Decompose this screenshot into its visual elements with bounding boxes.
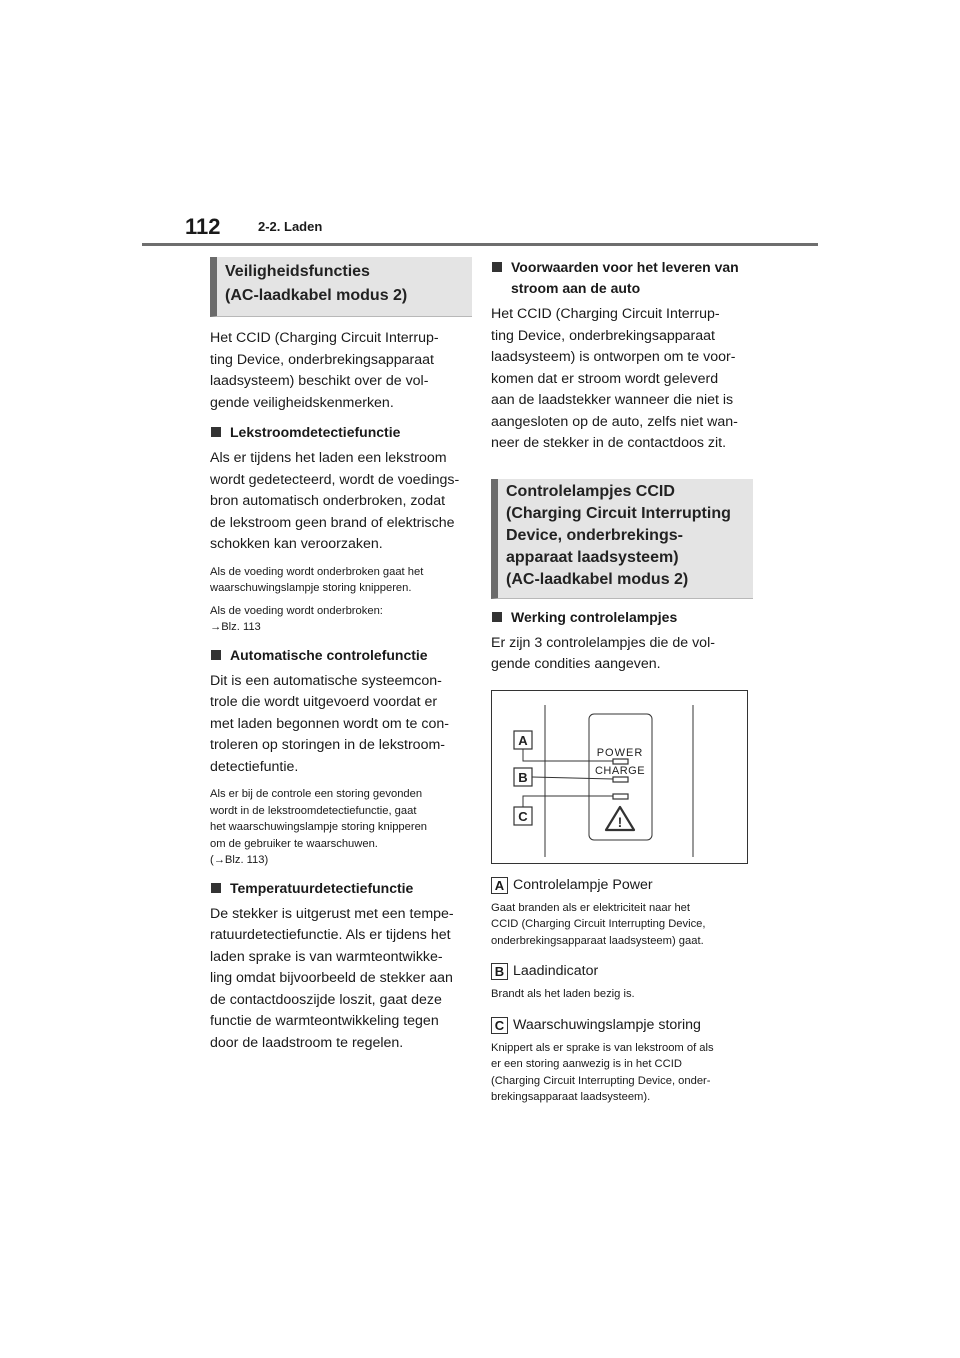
subheading-text: Temperatuurdetectiefunctie [230, 879, 414, 896]
subheading-text: stroom aan de auto [511, 280, 641, 296]
text-line: neer de stekker in de contactdoos zit. [491, 435, 727, 451]
item-title: Waarschuwingslampje storing [513, 1016, 701, 1033]
bullet-square-icon [492, 262, 502, 272]
text-line: aangesloten op de auto, zelfs niet wan- [491, 413, 738, 430]
bullet-square-icon [211, 883, 221, 893]
heading-line: Controlelampjes CCID [506, 482, 675, 500]
text-line: bron automatisch onderbroken, zodat [210, 493, 446, 509]
warning-indicator-item [491, 1015, 753, 1035]
page-number: 112 [185, 214, 221, 239]
text-line: wordt in de lekstroomdetectiefunctie, gaat [210, 804, 417, 817]
label-a: A [518, 732, 528, 748]
power-indicator-item [491, 875, 753, 895]
heading-line: (AC-laadkabel modus 2) [506, 570, 689, 588]
warning-exclamation: ! [617, 813, 623, 830]
text-line: gende veiligheidskenmerken. [210, 394, 394, 411]
text-line: ting Device, onderbrekingsapparaat [491, 327, 715, 344]
text-line: laadsysteem) beschikt over de vol- [210, 373, 429, 389]
text-line: Dit is een automatische systeemcon- [210, 672, 442, 689]
text-line: schokken kan veroorzaken. [210, 536, 383, 552]
auto-check-heading [210, 645, 472, 666]
power-supply-conditions-heading [491, 257, 753, 299]
bullet-square-icon [211, 650, 221, 660]
right-column [491, 257, 753, 1106]
item-title: Laadindicator [513, 963, 599, 979]
heading-line: (AC-laadkabel modus 2) [225, 287, 408, 304]
charge-label: CHARGE [594, 764, 646, 777]
text-line: gende condities aangeven. [491, 656, 661, 672]
text-line: functie de warmteontwikkeling tegen [210, 1013, 439, 1029]
label-b-marker: B [491, 963, 508, 980]
bullet-square-icon [492, 612, 502, 622]
power-indicator-description [491, 900, 753, 950]
temperature-detection-body [210, 904, 472, 1055]
leak-detection-note [210, 564, 472, 597]
header-rule [142, 243, 818, 246]
indicator-operation-heading [491, 607, 753, 628]
text-line: brekingsapparaat laadsysteem). [491, 1091, 651, 1103]
text-line: De stekker is uitgerust met een tempe- [210, 905, 454, 922]
text-line: met laden begonnen wordt om te con- [210, 715, 449, 732]
text-line: Gaat branden als er elektriciteit naar het [491, 901, 690, 914]
text-line: laden sprake is van warmteontwikke- [210, 948, 443, 965]
section-label: 2-2. Laden [258, 219, 323, 234]
text-line: Het CCID (Charging Circuit Interrup- [491, 306, 720, 322]
text-line: Als de voeding wordt onderbroken gaat het [210, 565, 424, 578]
text-line: door de laadstroom te regelen. [210, 1034, 404, 1051]
safety-functions-heading [210, 257, 472, 317]
heading-line: (Charging Circuit Interrupting [506, 504, 731, 522]
subheading-text: Werking controlelampjes [511, 608, 678, 625]
subheading-text: Automatische controlefunctie [230, 646, 428, 663]
text-line: ting Device, onderbrekingsapparaat [210, 351, 434, 368]
text-line: waarschuwingslampje storing knipperen. [210, 582, 412, 594]
power-supply-conditions-body [491, 304, 753, 455]
text-line: Als de voeding wordt onderbroken: [210, 604, 383, 617]
left-column [210, 257, 472, 1054]
text-line: de contactdooszijde loszit, gaat deze [210, 991, 442, 1008]
subheading-text: Voorwaarden voor het leveren van [511, 259, 739, 275]
charge-indicator-description [491, 986, 753, 1003]
page-reference-link[interactable]: (→Blz. 113) [210, 854, 269, 866]
heading-line: Veiligheidsfuncties [225, 263, 370, 280]
bullet-square-icon [211, 427, 221, 437]
temperature-detection-heading [210, 878, 472, 899]
ccid-indicator-diagram [491, 690, 748, 864]
label-a-marker: A [491, 877, 508, 894]
auto-check-body [210, 671, 472, 779]
text-line: Er zijn 3 controlelampjes die de vol- [491, 634, 715, 651]
label-c: C [518, 808, 528, 824]
power-label: POWER [596, 746, 644, 759]
text-line: Als er tijdens het laden een lekstroom [210, 450, 447, 466]
text-line: aan de laadstekker wanneer die niet is [491, 392, 734, 408]
item-title: Controlelampje Power [513, 876, 653, 893]
text-line: het waarschuwingslampje storing knipperen [210, 821, 428, 833]
charge-indicator-item [491, 961, 753, 981]
heading-line: Device, onderbrekings- [506, 526, 683, 544]
text-line: (Charging Circuit Interrupting Device, onder- [491, 1074, 711, 1087]
text-line: om de gebruiker te waarschuwen. [210, 837, 378, 850]
text-line: komen dat er stroom wordt geleverd [491, 370, 719, 387]
text-line: onderbrekingsapparaat laadsysteem) gaat. [491, 934, 704, 947]
ccid-indicator-illustration [492, 691, 747, 863]
text-line: Knippert als er sprake is van lekstroom of als [491, 1041, 714, 1054]
text-line: ratuurdetectiefunctie. Als er tijdens het [210, 927, 451, 943]
label-c-marker: C [491, 1017, 508, 1034]
leak-detection-body [210, 448, 472, 556]
subheading-text: Lekstroomdetectiefunctie [230, 424, 401, 440]
text-line: ling omdat bijvoorbeeld de stekker aan [210, 970, 453, 986]
text-line: trole die wordt uitgevoerd voordat er [210, 694, 438, 710]
intro-paragraph [210, 328, 472, 414]
text-line: troleren op storingen in de lekstroom- [210, 737, 446, 753]
text-line: CCID (Charging Circuit Interrupting Device, [491, 918, 706, 930]
ccid-indicators-heading [491, 479, 753, 599]
label-b: B [518, 769, 528, 785]
leak-detection-reference [210, 603, 472, 636]
text-line: Brandt als het laden bezig is. [491, 988, 635, 1000]
text-line: wordt gedetecteerd, wordt de voedings- [210, 471, 460, 488]
heading-line: apparaat laadsysteem) [506, 548, 679, 566]
text-line: Het CCID (Charging Circuit Interrup- [210, 330, 439, 346]
text-line: laadsysteem) is ontworpen om te voor- [491, 349, 736, 365]
text-line: Als er bij de controle een storing gevonden [210, 788, 423, 800]
leak-detection-heading [210, 422, 472, 443]
warning-indicator-description [491, 1040, 753, 1106]
text-line: detectiefuntie. [210, 758, 299, 775]
auto-check-note [210, 786, 472, 869]
page-reference-link[interactable]: →Blz. 113 [210, 621, 261, 633]
text-line: er een storing aanwezig is in het CCID [491, 1058, 682, 1070]
text-line: de lekstroom geen brand of elektrische [210, 514, 455, 531]
indicator-operation-body [491, 633, 753, 676]
